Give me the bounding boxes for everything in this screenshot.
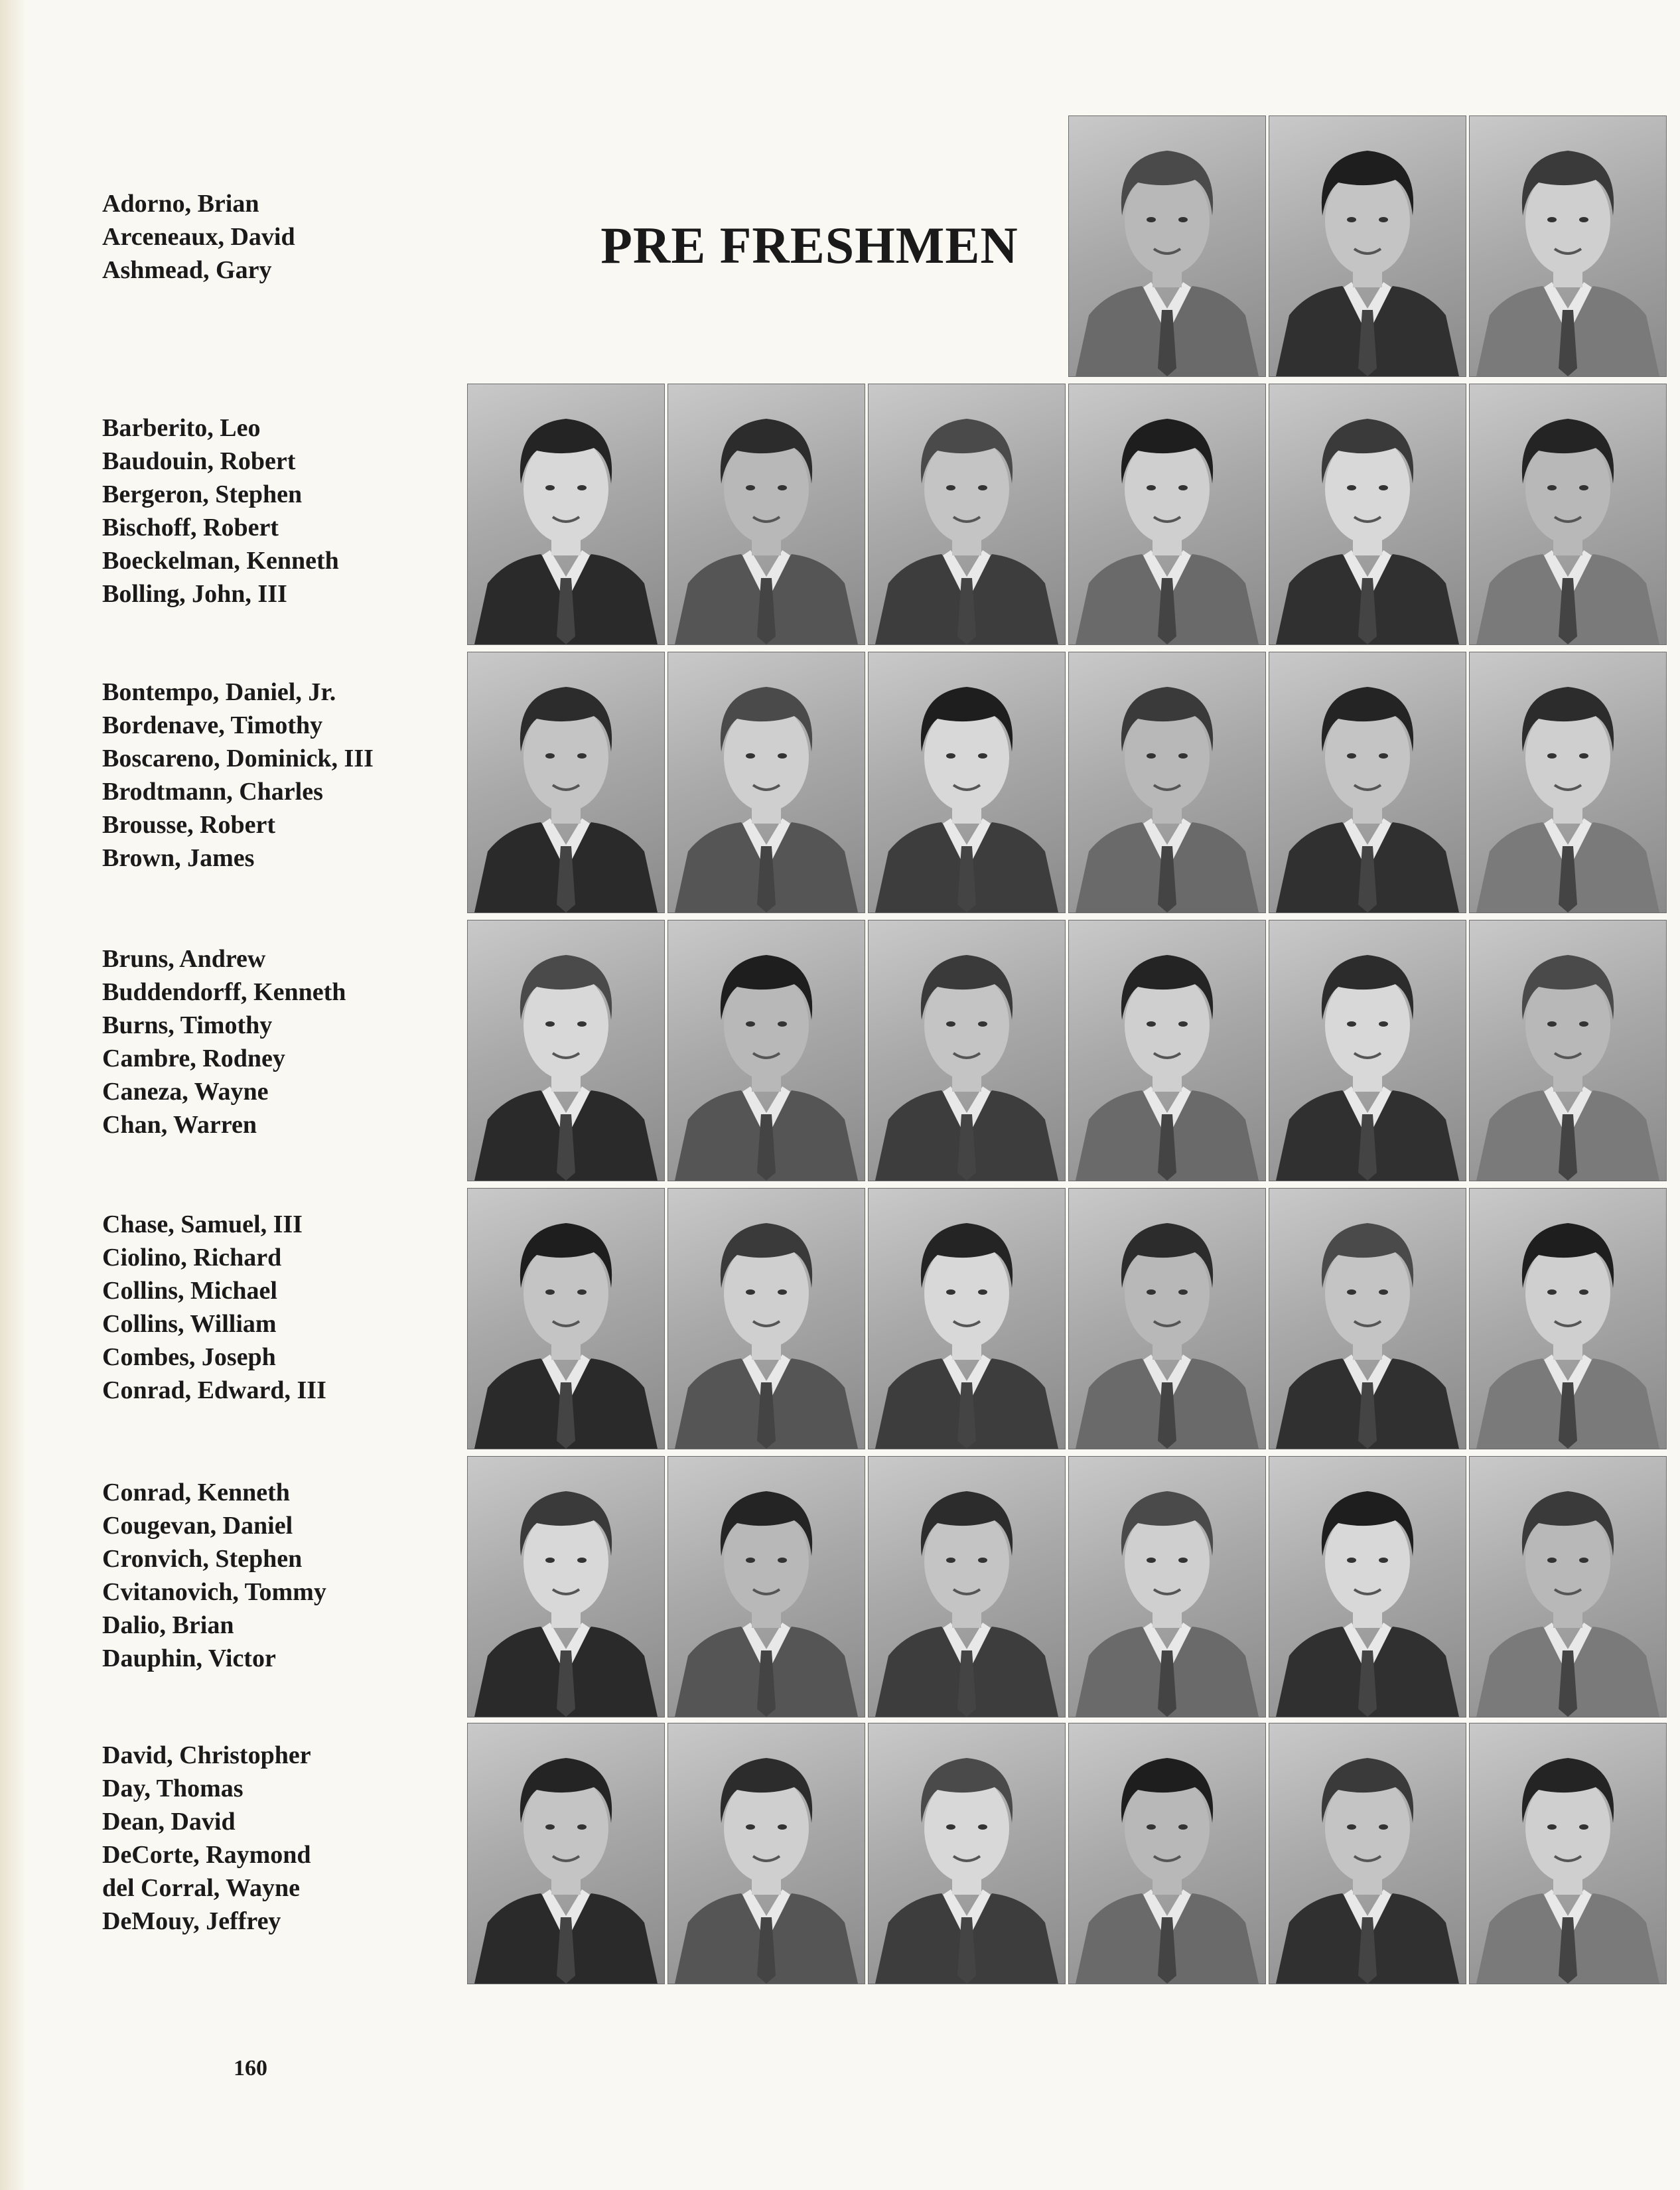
page-number: 160 bbox=[234, 2056, 267, 2080]
student-name: DeCorte, Raymond bbox=[102, 1841, 311, 1869]
student-portrait bbox=[868, 1456, 1066, 1717]
student-name: Chase, Samuel, III bbox=[102, 1210, 303, 1238]
page-title: PRE FRESHMEN bbox=[600, 216, 1018, 274]
student-portrait bbox=[1269, 1456, 1466, 1717]
student-name: Day, Thomas bbox=[102, 1775, 244, 1802]
student-name: Collins, Michael bbox=[102, 1277, 277, 1305]
student-name: Bontempo, Daniel, Jr. bbox=[102, 678, 336, 706]
student-portrait bbox=[1269, 920, 1466, 1181]
student-name: Baudouin, Robert bbox=[102, 447, 296, 475]
student-name: Arceneaux, David bbox=[102, 223, 295, 251]
student-name: Dauphin, Victor bbox=[102, 1644, 276, 1672]
student-name: Buddendorff, Kenneth bbox=[102, 978, 346, 1006]
student-name: Dalio, Brian bbox=[102, 1611, 234, 1639]
student-portrait bbox=[1269, 115, 1466, 377]
student-name: DeMouy, Jeffrey bbox=[102, 1907, 281, 1935]
student-portrait bbox=[1469, 384, 1667, 645]
student-portrait bbox=[667, 920, 865, 1181]
student-name: David, Christopher bbox=[102, 1741, 311, 1769]
student-name: Bergeron, Stephen bbox=[102, 480, 303, 508]
student-portrait bbox=[1068, 384, 1266, 645]
student-portrait bbox=[1269, 652, 1466, 913]
name-group bbox=[102, 411, 474, 611]
student-name: Cvitanovich, Tommy bbox=[102, 1578, 326, 1606]
student-portrait bbox=[868, 652, 1066, 913]
student-portrait bbox=[667, 384, 865, 645]
student-portrait bbox=[1469, 920, 1667, 1181]
student-portrait bbox=[1469, 1456, 1667, 1717]
student-portrait bbox=[1269, 384, 1466, 645]
name-group bbox=[102, 942, 474, 1141]
student-name: Adorno, Brian bbox=[102, 190, 259, 218]
student-portrait bbox=[1068, 920, 1266, 1181]
student-portrait bbox=[1469, 652, 1667, 913]
student-portrait bbox=[467, 1456, 665, 1717]
student-portrait bbox=[667, 652, 865, 913]
student-name: Cougevan, Daniel bbox=[102, 1512, 293, 1540]
name-group bbox=[102, 187, 474, 287]
student-name: Chan, Warren bbox=[102, 1111, 257, 1139]
student-portrait bbox=[467, 920, 665, 1181]
student-name: Brown, James bbox=[102, 844, 255, 872]
student-portrait bbox=[1068, 1723, 1266, 1984]
student-portrait bbox=[868, 1723, 1066, 1984]
student-portrait bbox=[868, 1188, 1066, 1449]
student-portrait bbox=[1469, 115, 1667, 377]
student-name: Boeckelman, Kenneth bbox=[102, 547, 339, 575]
name-group bbox=[102, 676, 474, 875]
student-portrait bbox=[1269, 1723, 1466, 1984]
student-portrait bbox=[868, 920, 1066, 1181]
student-name: Cambre, Rodney bbox=[102, 1045, 285, 1072]
name-group bbox=[102, 1208, 474, 1407]
student-name: Bischoff, Robert bbox=[102, 514, 279, 542]
student-portrait bbox=[868, 384, 1066, 645]
student-portrait bbox=[1269, 1188, 1466, 1449]
student-name: Bolling, John, III bbox=[102, 580, 287, 608]
student-name: Dean, David bbox=[102, 1808, 236, 1836]
page-binding-shadow bbox=[0, 0, 27, 2190]
student-name: Caneza, Wayne bbox=[102, 1078, 269, 1106]
student-name: Ashmead, Gary bbox=[102, 256, 272, 284]
student-name: del Corral, Wayne bbox=[102, 1874, 301, 1902]
student-portrait bbox=[667, 1723, 865, 1984]
student-portrait bbox=[1068, 115, 1266, 377]
student-portrait bbox=[467, 384, 665, 645]
student-name: Collins, William bbox=[102, 1310, 277, 1338]
student-name: Bordenave, Timothy bbox=[102, 711, 323, 739]
student-name: Cronvich, Stephen bbox=[102, 1545, 303, 1573]
student-name: Brodtmann, Charles bbox=[102, 778, 323, 806]
student-name: Bruns, Andrew bbox=[102, 945, 266, 973]
student-name: Conrad, Edward, III bbox=[102, 1376, 326, 1404]
student-portrait bbox=[1068, 652, 1266, 913]
student-name: Ciolino, Richard bbox=[102, 1244, 282, 1272]
student-portrait bbox=[467, 1723, 665, 1984]
student-portrait bbox=[1469, 1188, 1667, 1449]
student-portrait bbox=[667, 1188, 865, 1449]
student-name: Burns, Timothy bbox=[102, 1011, 273, 1039]
student-portrait bbox=[1068, 1456, 1266, 1717]
student-name: Barberito, Leo bbox=[102, 414, 261, 442]
student-portrait bbox=[667, 1456, 865, 1717]
student-name: Combes, Joseph bbox=[102, 1343, 276, 1371]
student-portrait bbox=[1068, 1188, 1266, 1449]
name-group bbox=[102, 1476, 474, 1675]
student-name: Conrad, Kenneth bbox=[102, 1479, 290, 1506]
student-name: Brousse, Robert bbox=[102, 811, 276, 839]
name-group bbox=[102, 1739, 474, 1938]
student-portrait bbox=[467, 1188, 665, 1449]
student-portrait bbox=[467, 652, 665, 913]
student-name: Boscareno, Dominick, III bbox=[102, 745, 374, 772]
student-portrait bbox=[1469, 1723, 1667, 1984]
